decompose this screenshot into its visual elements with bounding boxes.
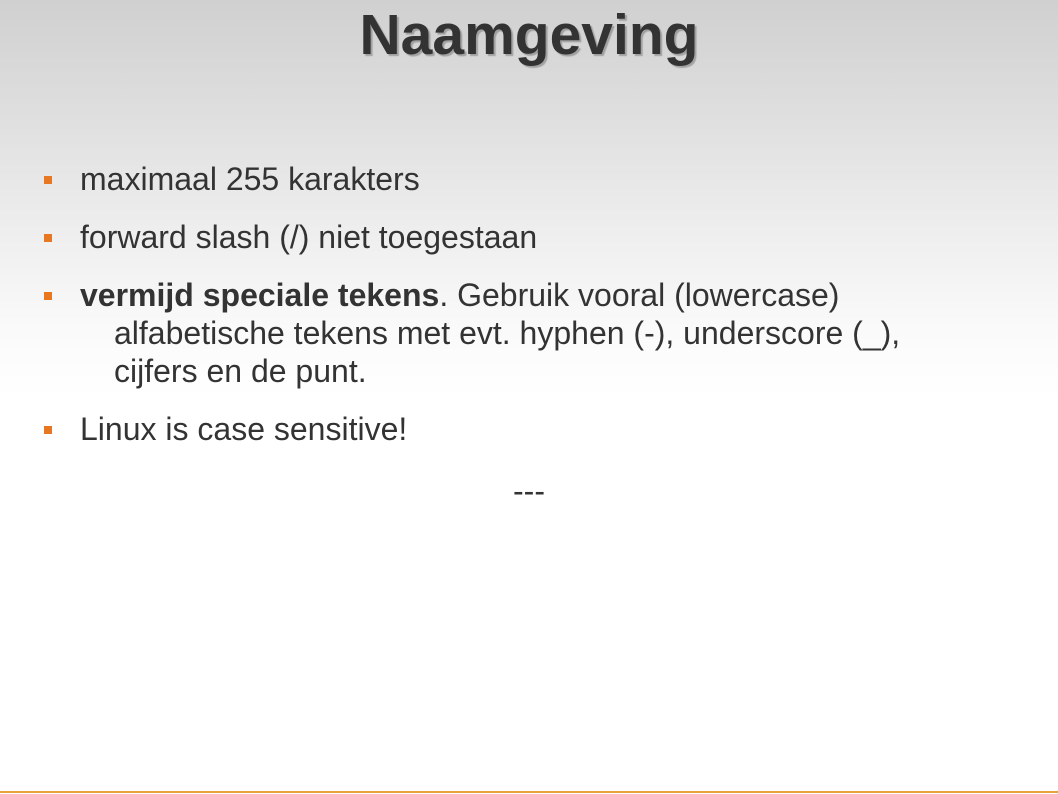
bullet-text-after: . Gebruik vooral (lowercase) — [439, 277, 840, 313]
bullet-item — [0, 160, 1058, 198]
bullet-item — [0, 276, 1058, 390]
bullet-bold-text: vermijd speciale tekens — [80, 277, 440, 313]
slide-title: Naamgeving — [359, 3, 699, 67]
bullet-list — [0, 160, 1058, 468]
bullet-text: maximaal 255 karakters — [80, 161, 420, 197]
bullet-text: Linux is case sensitive! — [80, 411, 408, 447]
separator-text: --- — [513, 473, 545, 509]
footer-line — [0, 791, 1058, 793]
bullet-item — [0, 218, 1058, 256]
bullet-square-icon — [44, 234, 52, 242]
bullet-item — [0, 410, 1058, 448]
bullet-square-icon — [44, 426, 52, 434]
bullet-square-icon — [44, 292, 52, 300]
bullet-continuation: cijfers en de punt. — [114, 353, 367, 389]
bullet-square-icon — [44, 176, 52, 184]
bullet-text — [80, 276, 998, 314]
bullet-text: forward slash (/) niet toegestaan — [80, 219, 538, 255]
bullet-continuation: alfabetische tekens met evt. hyphen (-), underscore (_), — [114, 315, 901, 351]
